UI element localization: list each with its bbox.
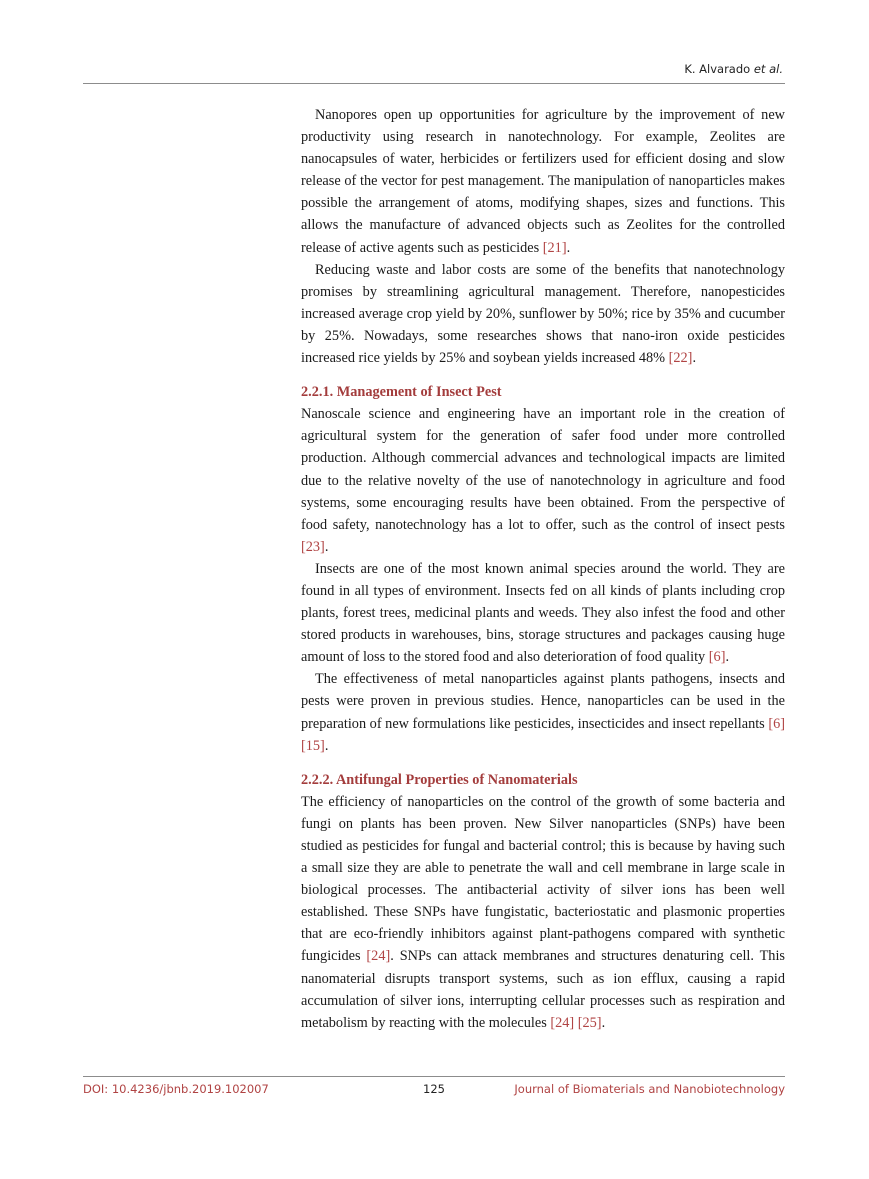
doi-link[interactable]: DOI: 10.4236/jbnb.2019.102007 [83,1082,269,1096]
citation-link[interactable]: [21] [542,239,567,256]
section-heading-antifungal: 2.2.2. Antifungal Properties of Nanomaterials [301,771,578,788]
citation-link[interactable]: [22] [668,350,693,367]
paragraph: Nanoscale science and engineering have an important role in the creation of agricultural system for the generation of safer food under more controlled production. Although commercial advances and technological impacts are limited due to the relative novelty of the use of nanotechnology in agriculture and food systems, some encouraging results have been obtained. From the perspective of food safety, nanotechnology has a lot to offer, such as the control of insect pests [23]. [301,406,785,555]
page-footer [83,1082,785,1098]
section-heading-insect-pest: 2.2.1. Management of Insect Pest [301,384,502,401]
footer-rule [83,1076,785,1077]
citation-link[interactable]: [24] [366,948,391,965]
header-rule [83,83,785,84]
running-header [0,62,783,76]
citation-link[interactable]: [24] [25] [550,1014,602,1031]
paragraph: The effectiveness of metal nanoparticles against plants pathogens, insects and pests were proven in previous studies. Hence, nanoparticles can be used in the preparation of new formulations like pesticides, insecticides and insect repellants [6] [15]. [301,671,785,754]
citation-link[interactable]: [6] [708,649,726,666]
paragraph: Insects are one of the most known animal species around the world. They are found in all types of environment. Insects fed on all kinds of plants including crop plants, forest trees, medicinal plants and weeds. They also infest the food and other stored products in warehouses, bins, storage structures and packages causing huge amount of loss to the stored food and also deterioration of food quality [6]. [301,560,785,666]
paragraph: The efficiency of nanoparticles on the control of the growth of some bacteria and fungi on plants has been proven. New Silver nanoparticles (SNPs) have been studied as pesticides for fungal and bacterial control; this is because by having such a small size they are able to penetrate the wall and cell membrane in large scale in biological processes. The antibacterial activity of silver ions has been well established. These SNPs have fungistatic, bacteriostatic and plasmonic properties that are eco-friendly inhibitors against plant-pathogens compared with synthetic fungicides [24]. SNPs can attack membranes and structures denaturing cell. This nanomaterial disrupts transport systems, such as ion efflux, causing a rapid accumulation of silver ions, interrupting cellular processes such as respiration and metabolism by reacting with the molecules [24] [25]. [301,793,785,1031]
paragraph: Nanopores open up opportunities for agriculture by the improvement of new productivity using research in nanotechnology. For example, Zeolites are nanocapsules of water, herbicides or fertilizers used for efficient dosing and slow release of the vector for pest management. The manipulation of nanoparticles makes possible the arrangement of atoms, modifying shapes, sizes and functions. This allows the manufacture of advanced objects such as Zeolites for the controlled release of active agents such as pesticides [21]. [301,107,785,256]
paragraph: Reducing waste and labor costs are some of the benefits that nanotechnology promises by streamlining agricultural management. Therefore, nanopesticides increased average crop yield by 20%, sunflower by 50%; rice by 35% and cucumber by 25%. Nowadays, some researches shows that nano-iron oxide pesticides increased rice yields by 25% and soybean yields increased 48% [22]. [301,261,785,367]
journal-name[interactable]: Journal of Biomaterials and Nanobiotechnology [514,1082,785,1096]
citation-link[interactable]: [6] [15] [301,715,785,754]
main-text [301,104,785,1034]
header-etal: et al. [753,62,783,76]
citation-link[interactable]: [23] [301,538,325,555]
header-authors: K. Alvarado [684,62,754,76]
page-number: 125 [423,1082,445,1096]
